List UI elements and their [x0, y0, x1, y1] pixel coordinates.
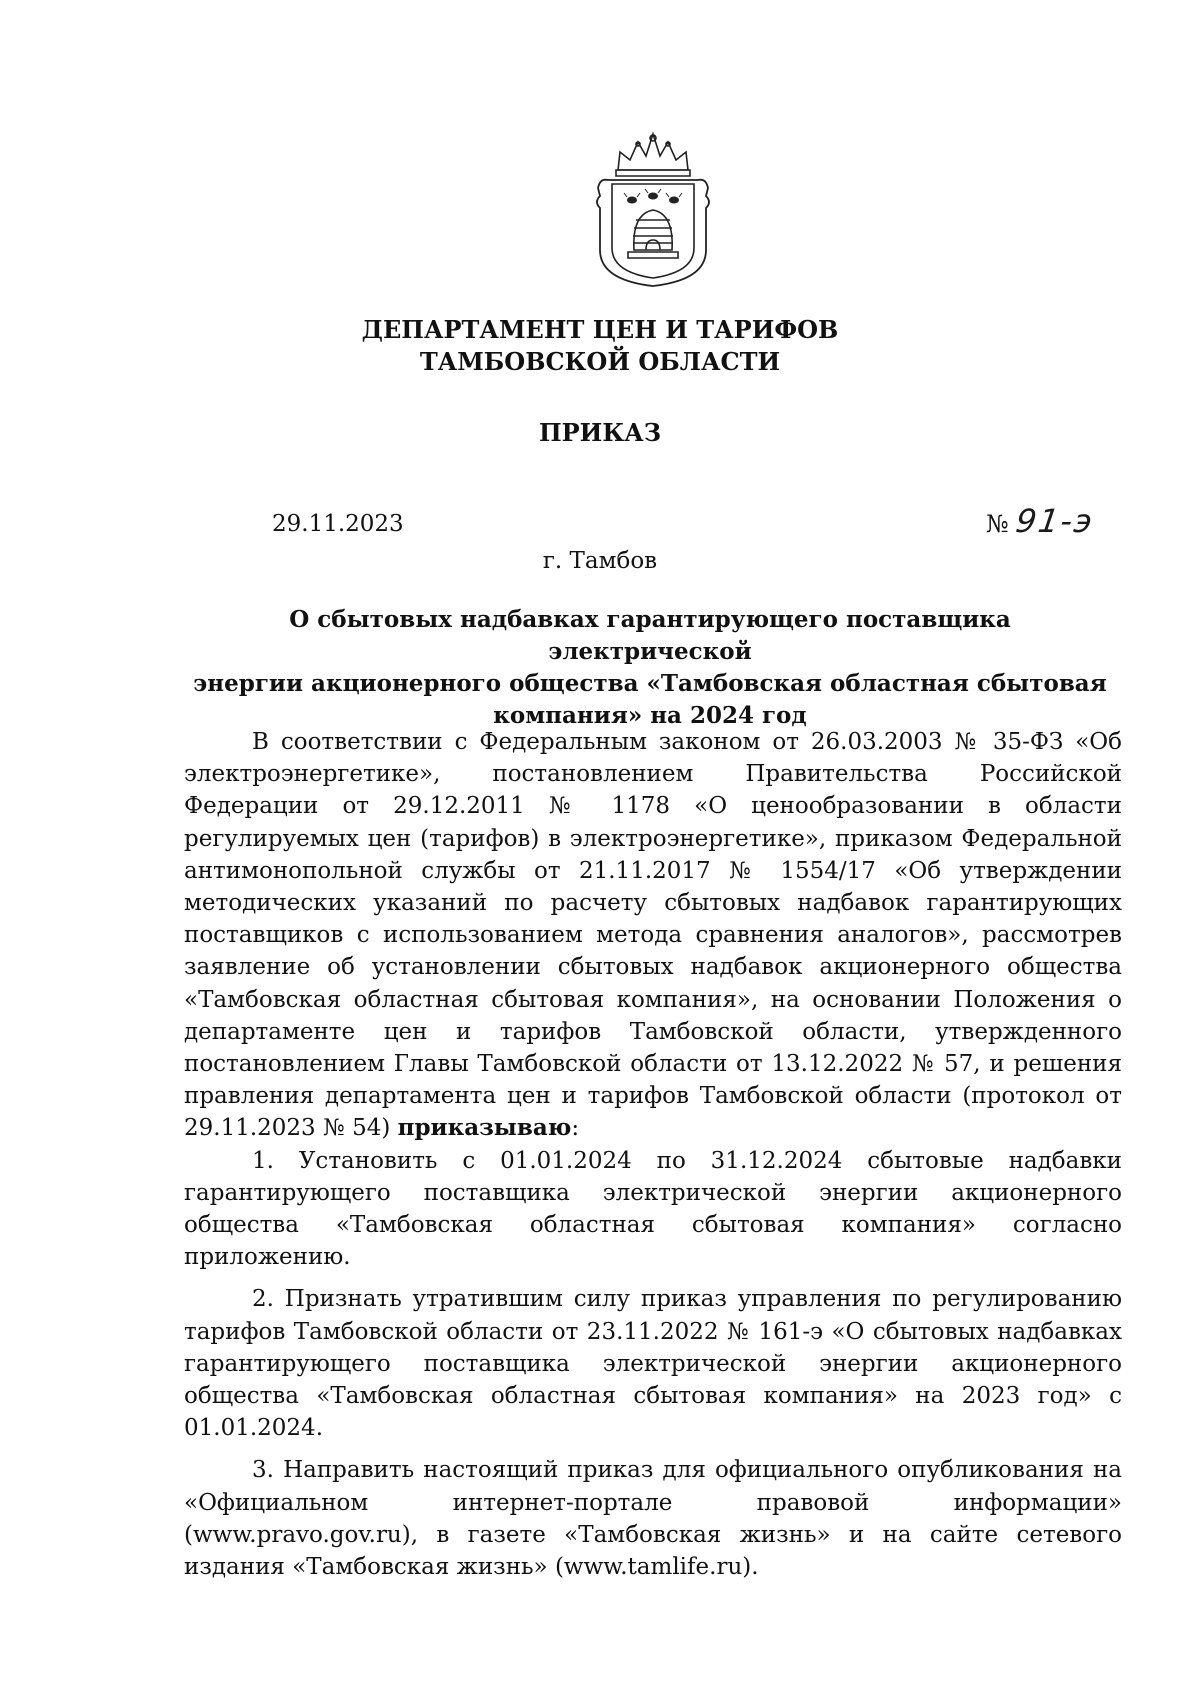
department-name: [200, 314, 1000, 378]
department-line-1: ДЕПАРТАМЕНТ ЦЕН И ТАРИФОВ: [361, 315, 839, 344]
document-subject: [190, 604, 1110, 732]
subject-line-1: О сбытовых надбавках гарантирующего поставщика электрической: [289, 606, 1011, 665]
item-3: 3. Направить настоящий приказ для официального опубликования на «Официальном интернет-портале правовой информации» (www.pravo.gov.ru), в газете «Тамбовская жизнь» и на сайте сетевого издания «Тамбовская жизнь» (www.tamlife.ru).: [184, 1457, 1122, 1581]
subject-line-3: компания» на 2024 год: [493, 702, 807, 729]
handwritten-number: 91-э: [1013, 502, 1097, 540]
document-date: 29.11.2023: [272, 511, 404, 537]
item-2: 2. Признать утратившим силу приказ управления по регулированию тарифов Тамбовской области от 23.11.2022 № 161-э «О сбытовых надбавках гарантирующего поставщика электрической энергии акционерного общества «Тамбовская областная сбытовая компания» на 2023 год» с 01.01.2024.: [184, 1286, 1122, 1442]
preamble-paragraph: [184, 726, 1122, 1145]
document-number: [986, 502, 1097, 540]
document-body: [184, 726, 1122, 1583]
department-line-2: ТАМБОВСКОЙ ОБЛАСТИ: [419, 347, 781, 376]
preamble-text: В соответствии с Федеральным законом от 26.03.2003 № 35-ФЗ «Об электроэнергетике», постановлением Правительства Российской Федерации от 29.12.2011 № 1178 «О ценообразовании в области регулируемых цен (тарифов) в электроэнергетике», приказом Федеральной антимонопольной службы от 21.11.2017 № 1554/17 «Об утверждении методических указаний по расчету сбытовых надбавок гарантирующих поставщиков с использованием метода сравнения аналогов», рассмотрев заявление об установлении сбытовых надбавок акционерного общества «Тамбовская областная сбытовая компания», на основании Положения о департаменте цен и тарифов Тамбовской области, утвержденного постановлением Главы Тамбовской области от 13.12.2022 № 57, и решения правления департамента цен и тарифов Тамбовской области (протокол от 29.11.2023 № 54): [184, 729, 1122, 1142]
order-word: приказываю: [397, 1114, 572, 1142]
subject-line-2: энергии акционерного общества «Тамбовская областная сбытовая: [193, 670, 1107, 697]
tambov-coat-of-arms-icon: [590, 130, 716, 288]
document-type: ПРИКАЗ: [538, 418, 662, 447]
city: г. Тамбов: [542, 548, 658, 574]
order-colon: :: [571, 1115, 580, 1142]
number-sign: №: [986, 510, 1009, 538]
item-1: 1. Установить с 01.01.2024 по 31.12.2024 сбытовые надбавки гарантирующего поставщика электрической энергии акционерного общества «Тамбовская областная сбытовая компания» согласно приложению.: [184, 1147, 1122, 1271]
